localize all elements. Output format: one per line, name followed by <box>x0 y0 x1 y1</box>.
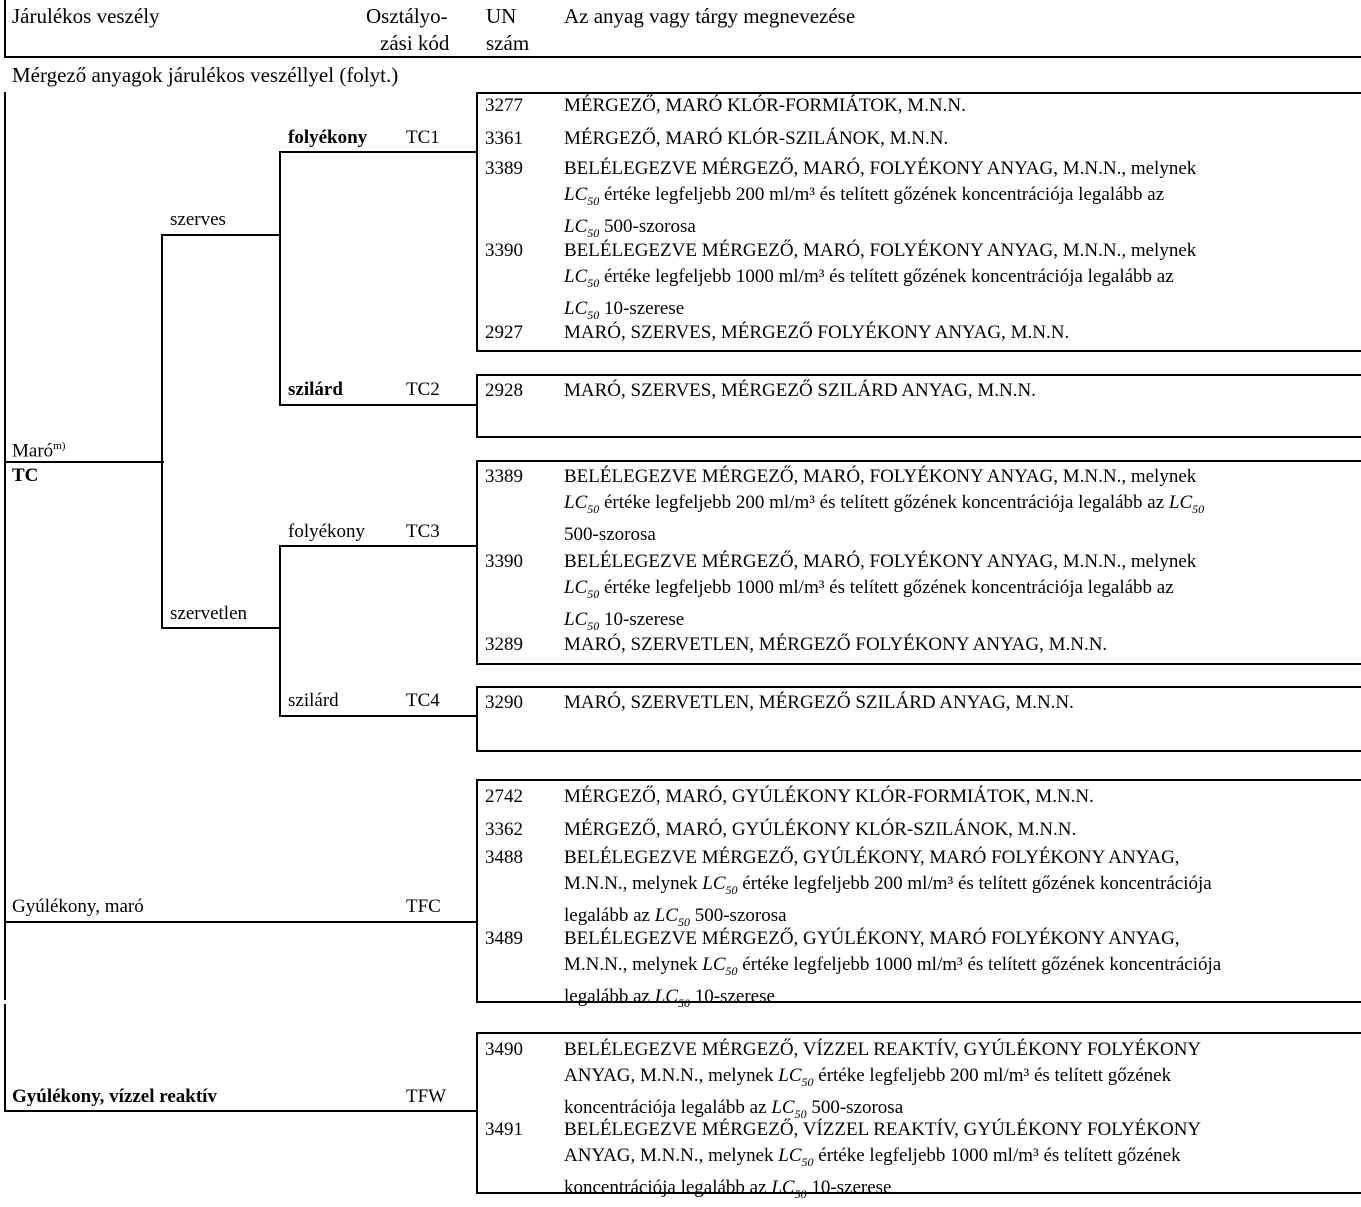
tc1-code: TC1 <box>406 127 440 148</box>
substance-name: BELÉLEGEZVE MÉRGEZŐ, VÍZZEL REAKTÍV, GYÚLÉKONY FOLYÉKONY ANYAG, M.N.N., melynek $LC_{50}$ értéke legfeljebb 200 ml/m³ és telített gőzének koncentrációja legalább az $LC_{50}$ 500-szorosa <box>564 1039 1202 1121</box>
un-number: 3488 <box>485 847 523 868</box>
box-tc3-bottom <box>476 663 1361 665</box>
tc4-code: TC4 <box>406 690 440 711</box>
un-number: 3491 <box>485 1119 523 1140</box>
tree-szerves-branch <box>161 234 281 236</box>
box-tc1-left <box>476 92 478 352</box>
tree-tc2-branch <box>279 404 478 406</box>
box-tc3-left <box>476 460 478 665</box>
box-tfw-left <box>476 1032 478 1194</box>
un-number: 3489 <box>485 928 523 949</box>
tree-main-vertical <box>4 92 6 1000</box>
header-col-code-line2: zási kód <box>380 31 450 55</box>
section-title: Mérgező anyagok járulékos veszéllyel (folyt.) <box>12 63 399 87</box>
substance-name: MARÓ, SZERVES, MÉRGEZŐ SZILÁRD ANYAG, M.N.N. <box>564 380 1036 401</box>
substance-name: MÉRGEZŐ, MARÓ KLÓR-FORMIÁTOK, M.N.N. <box>564 95 966 116</box>
tree-tc4-branch <box>279 715 478 717</box>
un-number: 3277 <box>485 95 523 116</box>
szilard-label-2: szilárd <box>288 690 339 711</box>
un-number: 3289 <box>485 634 523 655</box>
szilard-label-1: szilárd <box>288 379 343 400</box>
tree-tc1-branch <box>279 151 478 153</box>
header-col-hazard: Járulékos veszély <box>12 4 160 28</box>
un-number: 2927 <box>485 322 523 343</box>
tree-szerves-vertical <box>279 151 281 406</box>
tc2-code: TC2 <box>406 379 440 400</box>
tree-tfc-branch <box>4 921 478 923</box>
folyekony-label-2: folyékony <box>288 521 366 542</box>
un-number: 3389 <box>485 158 523 179</box>
gyulekony-vizzel-label: Gyúlékony, vízzel reaktív <box>12 1086 217 1107</box>
substance-name: BELÉLEGEZVE MÉRGEZŐ, MARÓ, FOLYÉKONY ANYAG, M.N.N., melynek $LC_{50}$ értéke legfeljebb 200 ml/m³ és telített gőzének koncentrációja legalább az $LC_{50}$ 500-szorosa <box>564 158 1197 240</box>
folyekony-label-1: folyékony <box>288 127 368 148</box>
un-number: 3362 <box>485 819 523 840</box>
un-number: 3390 <box>485 240 523 261</box>
box-tfc-top <box>476 779 1361 781</box>
box-tfc-left <box>476 779 478 1003</box>
substance-name: BELÉLEGEZVE MÉRGEZŐ, MARÓ, FOLYÉKONY ANYAG, M.N.N., melynek $LC_{50}$ értéke legfeljebb 200 ml/m³ és telített gőzének koncentrációja legalább az $LC_{50}$ 500-szorosa <box>564 466 1205 545</box>
box-tc4-bottom <box>476 750 1361 752</box>
box-tc1-bottom <box>476 350 1361 352</box>
tfc-code: TFC <box>406 896 441 917</box>
un-number: 3389 <box>485 466 523 487</box>
header-col-name: Az anyag vagy tárgy megnevezése <box>564 4 856 28</box>
substance-name: MÉRGEZŐ, MARÓ KLÓR-SZILÁNOK, M.N.N. <box>564 128 949 149</box>
tfw-code: TFW <box>406 1086 447 1107</box>
substance-name: MÉRGEZŐ, MARÓ, GYÚLÉKONY KLÓR-SZILÁNOK, M.N.N. <box>564 819 1077 840</box>
substance-name: MARÓ, SZERVETLEN, MÉRGEZŐ SZILÁRD ANYAG, M.N.N. <box>564 692 1074 713</box>
substance-name: BELÉLEGEZVE MÉRGEZŐ, MARÓ, FOLYÉKONY ANYAG, M.N.N., melynek $LC_{50}$ értéke legfeljebb 1000 ml/m³ és telített gőzének koncentrációja legalább az $LC_{50}$ 10-szerese <box>564 551 1197 633</box>
substance-name: BELÉLEGEZVE MÉRGEZŐ, VÍZZEL REAKTÍV, GYÚLÉKONY FOLYÉKONY ANYAG, M.N.N., melynek $LC_{50}$ értéke legfeljebb 1000 ml/m³ és telített gőzének koncentrációja legalább az $LC_{50}$ 10-szerese <box>564 1119 1202 1201</box>
substance-name: MARÓ, SZERVES, MÉRGEZŐ FOLYÉKONY ANYAG, M.N.N. <box>564 322 1070 343</box>
szervetlen-label: szervetlen <box>170 603 248 624</box>
header-bottom-rule <box>4 56 1361 58</box>
header-left-border <box>4 0 6 58</box>
box-tc4-left <box>476 686 478 752</box>
maro-footnote: m) <box>53 440 66 452</box>
box-tc2-bottom <box>476 436 1361 438</box>
tree-maro-vertical <box>161 234 163 629</box>
un-number: 2928 <box>485 380 523 401</box>
box-tc4-top <box>476 686 1361 688</box>
tree-tfw-vertical <box>4 1004 6 1112</box>
substance-name: BELÉLEGEZVE MÉRGEZŐ, GYÚLÉKONY, MARÓ FOLYÉKONY ANYAG, M.N.N., melynek $LC_{50}$ értéke legfeljebb 200 ml/m³ és telített gőzének koncentrációja legalább az $LC_{50}$ 500-szorosa <box>564 847 1212 929</box>
header-col-code-line1: Osztályo- <box>366 4 448 28</box>
header-col-un-line2: szám <box>486 31 530 55</box>
box-tc2-top <box>476 374 1361 376</box>
un-number: 3361 <box>485 128 523 149</box>
tree-szervetlen-vertical <box>279 545 281 717</box>
substance-name: MÉRGEZŐ, MARÓ, GYÚLÉKONY KLÓR-FORMIÁTOK, M.N.N. <box>564 786 1094 807</box>
un-number: 3290 <box>485 692 523 713</box>
un-number: 2742 <box>485 786 523 807</box>
box-tc2-left <box>476 374 478 438</box>
un-number: 3490 <box>485 1039 523 1060</box>
header-col-un-line1: UN <box>486 4 517 28</box>
substance-name: BELÉLEGEZVE MÉRGEZŐ, GYÚLÉKONY, MARÓ FOLYÉKONY ANYAG, M.N.N., melynek $LC_{50}$ értéke legfeljebb 1000 ml/m³ és telített gőzének koncentrációja legalább az $LC_{50}$ 10-szerese <box>564 928 1222 1010</box>
maro-label: Maró$^{m)}$ <box>12 440 66 462</box>
tree-tc3-branch <box>279 545 478 547</box>
tc3-code: TC3 <box>406 521 440 542</box>
tree-tfw-branch <box>4 1110 478 1112</box>
substance-name: BELÉLEGEZVE MÉRGEZŐ, MARÓ, FOLYÉKONY ANYAG, M.N.N., melynek $LC_{50}$ értéke legfeljebb 1000 ml/m³ és telített gőzének koncentrációja legalább az $LC_{50}$ 10-szerese <box>564 240 1197 322</box>
tree-szervetlen-branch <box>161 627 281 629</box>
tc-label: TC <box>12 465 39 486</box>
un-number: 3390 <box>485 551 523 572</box>
szerves-label: szerves <box>170 209 226 230</box>
substance-name: MARÓ, SZERVETLEN, MÉRGEZŐ FOLYÉKONY ANYAG, M.N.N. <box>564 634 1108 655</box>
box-tfw-top <box>476 1032 1361 1034</box>
box-tc3-top <box>476 460 1361 462</box>
gyulekony-maro-label: Gyúlékony, maró <box>12 896 144 917</box>
